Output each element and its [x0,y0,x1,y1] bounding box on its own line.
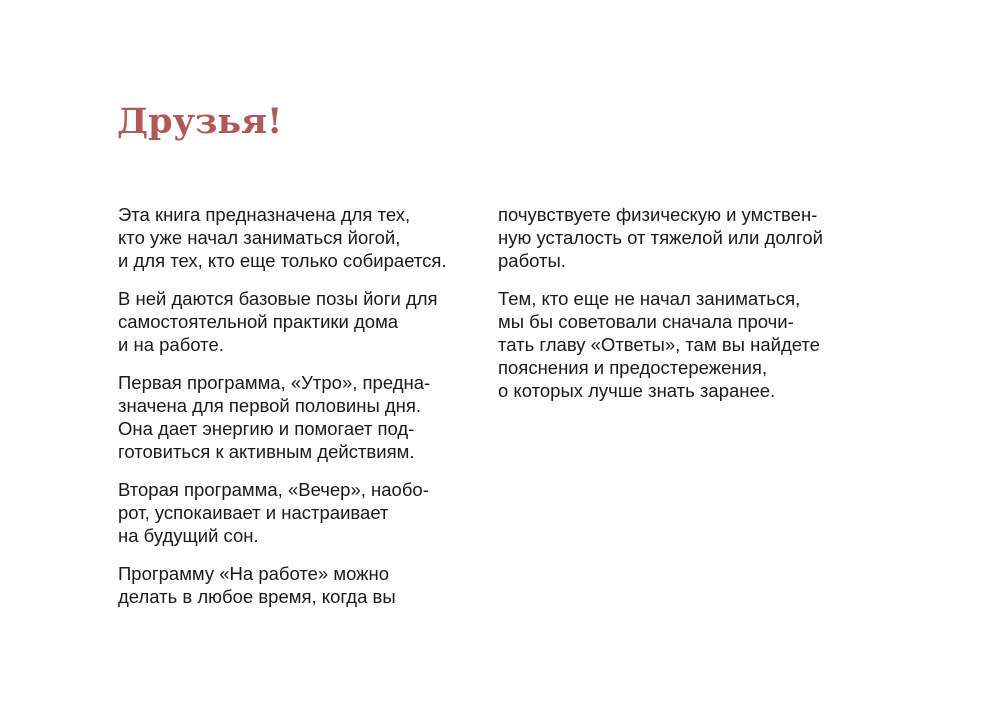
paragraph [118,203,488,272]
left-column [118,203,488,623]
text-line: Эта книга предназначена для тех, [118,204,411,225]
paragraph [118,478,488,547]
paragraph [118,287,488,356]
text-line: и на работе. [118,334,224,355]
text-line: ную усталость от тяжелой или долгой [498,227,823,248]
text-line: Тем, кто еще не начал заниматься, [498,288,801,309]
text-line: Она дает энергию и помогает под- [118,418,415,439]
page-title: Друзья! [117,101,283,142]
text-line: почувствуете физическую и умствен- [498,204,818,225]
text-line: Вторая программа, «Вечер», наобо- [118,479,429,500]
text-line: рот, успокаивает и настраивает [118,502,389,523]
text-line: делать в любое время, когда вы [118,586,396,607]
right-column [498,203,868,417]
text-line: Первая программа, «Утро», предна- [118,372,431,393]
text-line: пояснения и предостережения, [498,357,768,378]
text-line: тать главу «Ответы», там вы найдете [498,334,820,355]
paragraph [498,203,868,272]
text-line: готовиться к активным действиям. [118,441,415,462]
text-line: кто уже начал заниматься йогой, [118,227,401,248]
text-line: и для тех, кто еще только собирается. [118,250,447,271]
text-line: самостоятельной практики дома [118,311,399,332]
paragraph [498,287,868,402]
paragraph [118,562,488,608]
text-line: о которых лучше знать заранее. [498,380,776,401]
text-line: мы бы советовали сначала прочи- [498,311,794,332]
paragraph [118,371,488,463]
text-line: В ней даются базовые позы йоги для [118,288,438,309]
text-line: работы. [498,250,566,271]
text-line: на будущий сон. [118,525,259,546]
text-line: Программу «На работе» можно [118,563,390,584]
text-line: значена для первой половины дня. [118,395,422,416]
